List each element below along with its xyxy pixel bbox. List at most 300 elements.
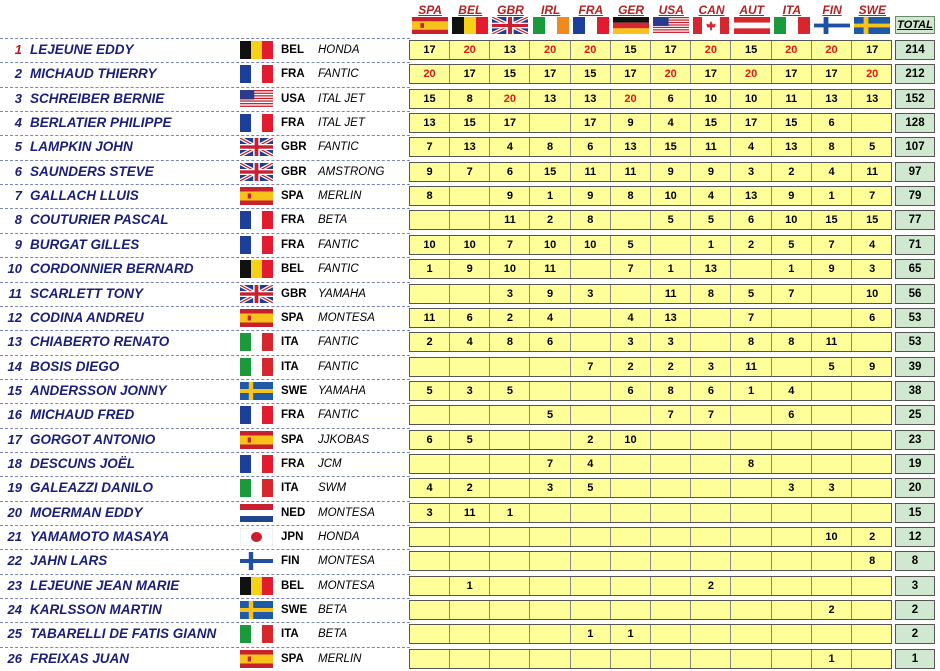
event-code-fin: FIN [822, 3, 842, 17]
score-cell-ger: 7 [611, 260, 651, 278]
rider-team: ITAL JET [318, 92, 365, 105]
score-cell-bel: 9 [450, 260, 490, 278]
score-cell-aut: 17 [732, 114, 772, 132]
row-divider [0, 184, 410, 185]
row-divider [0, 501, 410, 502]
score-cell-ger: 3 [611, 333, 651, 351]
total-cell: 2 [895, 624, 935, 644]
score-cell-swe [852, 625, 892, 643]
score-cell-aut: 4 [732, 138, 772, 156]
score-cell-fin [812, 406, 852, 424]
score-cell-irl [531, 577, 571, 595]
score-cell-spa: 9 [410, 163, 450, 181]
rider-country: ITA [281, 482, 299, 495]
score-cell-spa [410, 528, 450, 546]
score-cell-fra: 15 [571, 65, 611, 83]
score-cell-can [691, 479, 731, 497]
score-cell-bel [450, 601, 490, 619]
rider-rank: 19 [7, 480, 22, 496]
event-code-spa: SPA [418, 3, 442, 17]
score-cell-aut: 5 [732, 285, 772, 303]
rider-country: FRA [281, 117, 305, 130]
score-cell-aut: 11 [732, 358, 772, 376]
score-cell-gbr [490, 601, 530, 619]
score-cell-usa [651, 577, 691, 595]
score-cell-fra: 11 [571, 163, 611, 181]
score-cell-aut: 8 [732, 455, 772, 473]
score-cell-can: 5 [691, 211, 731, 229]
score-cell-usa: 2 [651, 358, 691, 376]
score-cells [409, 503, 892, 523]
score-cell-ita: 9 [772, 187, 812, 205]
score-cell-can: 4 [691, 187, 731, 205]
score-cell-bel [450, 552, 490, 570]
score-cell-bel: 20 [450, 41, 490, 59]
score-cell-spa: 1 [410, 260, 450, 278]
score-cell-usa [651, 528, 691, 546]
score-cell-irl: 17 [531, 65, 571, 83]
score-cell-irl: 6 [531, 333, 571, 351]
score-cell-fra: 5 [571, 479, 611, 497]
total-cell: 12 [895, 527, 935, 547]
score-cell-irl [531, 650, 571, 668]
rider-country: SWE [281, 604, 308, 617]
score-cell-fin: 20 [812, 41, 852, 59]
event-code-fra: FRA [578, 3, 604, 17]
score-cell-ita: 8 [772, 333, 812, 351]
score-cells [409, 137, 892, 157]
score-cell-aut: 1 [732, 382, 772, 400]
rider-country: FRA [281, 409, 305, 422]
score-cells [409, 381, 892, 401]
score-cell-ita: 10 [772, 211, 812, 229]
score-cell-spa [410, 650, 450, 668]
score-cell-gbr [490, 479, 530, 497]
score-cell-gbr [490, 455, 530, 473]
total-cell: 19 [895, 454, 935, 474]
row-divider [0, 452, 410, 453]
score-cell-usa [651, 431, 691, 449]
flag-ger-icon [613, 17, 649, 34]
rider-rank: 23 [7, 577, 22, 593]
rider-name: MOERMAN EDDY [30, 504, 143, 520]
row-divider [0, 135, 410, 136]
flag-ita-icon [240, 333, 273, 351]
score-cell-ita [772, 552, 812, 570]
total-cell: 39 [895, 357, 935, 377]
rider-rank: 16 [7, 407, 22, 423]
score-cell-swe: 13 [866, 92, 879, 105]
row-divider [0, 622, 410, 623]
rider-team: HONDA [318, 44, 360, 56]
rider-team: FANTIC [318, 263, 359, 276]
row-divider [0, 525, 410, 526]
score-cell-can [691, 455, 731, 473]
score-cells [409, 551, 892, 571]
rider-name: FREIXAS JUAN [30, 650, 130, 666]
event-code-can: CAN [698, 3, 725, 17]
flag-fra-icon [240, 406, 273, 424]
score-cell-usa: 8 [651, 382, 691, 400]
score-cell-gbr [490, 625, 530, 643]
score-cell-spa [410, 406, 450, 424]
rider-country: SWE [281, 384, 308, 397]
table-row [0, 501, 940, 525]
score-cell-can [691, 552, 731, 570]
table-row [0, 282, 940, 306]
score-cell-swe [852, 333, 892, 351]
event-code-ita: ITA [782, 3, 802, 17]
table-row [0, 525, 940, 549]
score-cells [409, 430, 892, 450]
score-cell-can: 17 [691, 65, 731, 83]
score-cell-ita [772, 650, 812, 668]
score-cell-irl: 5 [531, 406, 571, 424]
score-cell-fra [571, 406, 611, 424]
score-cell-irl [531, 625, 571, 643]
score-cell-can: 6 [691, 382, 731, 400]
score-cell-fin: 5 [812, 358, 852, 376]
score-cell-usa [651, 552, 691, 570]
flag-fin-icon [240, 552, 273, 570]
table-row [0, 379, 940, 403]
rider-country: ITA [281, 628, 299, 641]
score-cell-fin [812, 309, 852, 327]
rider-country: GBR [281, 141, 307, 154]
rider-team: MONTESA [318, 506, 375, 519]
score-cell-irl [531, 114, 571, 132]
score-cell-can: 8 [691, 285, 731, 303]
score-cell-can: 3 [691, 358, 731, 376]
score-cell-usa: 13 [651, 309, 691, 327]
row-divider [0, 403, 410, 404]
score-cell-bel [450, 358, 490, 376]
score-cell-spa: 3 [410, 504, 450, 522]
score-cell-irl: 13 [531, 90, 571, 108]
score-cell-usa: 9 [651, 163, 691, 181]
score-cell-ita: 1 [772, 260, 812, 278]
score-cell-irl: 9 [531, 285, 571, 303]
rider-name: SCHREIBER BERNIE [30, 90, 165, 106]
score-cell-spa [410, 285, 450, 303]
score-cell-bel: 8 [450, 90, 490, 108]
score-cell-gbr: 10 [490, 260, 530, 278]
score-cells [409, 332, 892, 352]
flag-ned-icon [240, 504, 273, 522]
event-code-irl: IRL [541, 3, 561, 17]
total-header: TOTAL [895, 16, 935, 34]
table-row [0, 598, 940, 622]
score-cell-fra [571, 260, 611, 278]
score-cell-aut [732, 577, 772, 595]
score-cells [409, 624, 892, 644]
score-cell-bel: 3 [450, 382, 490, 400]
flag-gbr-icon [240, 163, 273, 181]
rider-rank: 8 [14, 212, 22, 228]
row-divider [0, 598, 410, 599]
score-cells [409, 308, 892, 328]
score-cell-irl: 15 [531, 163, 571, 181]
flag-aut-icon [734, 17, 770, 34]
rider-name: ANDERSSON JONNY [30, 382, 167, 398]
rider-team: MONTESA [318, 579, 375, 592]
score-cell-aut [732, 260, 772, 278]
score-cell-usa: 6 [651, 90, 691, 108]
score-cell-gbr: 4 [490, 138, 530, 156]
score-cell-fin [812, 285, 852, 303]
score-cell-swe [852, 577, 892, 595]
score-cell-irl: 3 [531, 479, 571, 497]
rider-country: JPN [281, 531, 304, 543]
score-cell-fra: 1 [571, 625, 611, 643]
row-divider [0, 476, 410, 477]
score-cell-ger [611, 577, 651, 595]
total-cell: 212 [895, 64, 935, 84]
score-cell-can: 10 [691, 90, 731, 108]
rider-team: ITAL JET [318, 117, 365, 130]
score-cells [409, 259, 892, 279]
rider-rank: 1 [14, 42, 22, 57]
total-cell: 23 [895, 430, 935, 450]
rider-team: YAMAHA [318, 287, 366, 300]
score-cell-aut: 7 [732, 309, 772, 327]
rider-team: FANTIC [318, 238, 359, 251]
rider-name: BERLATIER PHILIPPE [30, 115, 172, 131]
score-cell-fra: 10 [571, 236, 611, 254]
score-cell-usa: 15 [651, 138, 691, 156]
rider-name: COUTURIER PASCAL [30, 212, 169, 228]
score-cell-bel: 4 [450, 333, 490, 351]
score-cell-spa [410, 601, 450, 619]
table-row [0, 622, 940, 646]
score-cells [409, 89, 892, 109]
rider-rank: 20 [7, 504, 22, 520]
score-cell-ger: 5 [611, 236, 651, 254]
score-cell-ger: 2 [611, 358, 651, 376]
score-cell-bel [450, 285, 490, 303]
rider-name: GALLACH LLUIS [30, 188, 139, 204]
flag-jpn-icon [240, 528, 273, 546]
score-cell-ita [772, 358, 812, 376]
score-cell-gbr [490, 650, 530, 668]
rider-name: GORGOT ANTONIO [30, 431, 156, 447]
score-cells [409, 478, 892, 498]
rider-rank: 3 [14, 90, 22, 106]
flag-swe-icon [854, 17, 890, 34]
score-cell-aut [732, 650, 772, 668]
score-cell-fra [571, 504, 611, 522]
rider-name: DESCUNS JOËL [30, 455, 136, 471]
score-cells [409, 357, 892, 377]
rider-name: CODINA ANDREU [30, 309, 144, 325]
score-cell-swe: 2 [869, 531, 876, 543]
row-divider [0, 379, 410, 380]
rider-team: BETA [318, 214, 348, 227]
score-cell-fin: 17 [812, 65, 852, 83]
score-cell-aut [732, 601, 772, 619]
table-row [0, 135, 940, 159]
score-cell-irl [531, 552, 571, 570]
score-cell-ger: 17 [611, 65, 651, 83]
score-cell-fra [571, 528, 611, 546]
rider-name: JAHN LARS [30, 553, 108, 569]
score-cell-bel: 11 [450, 504, 490, 522]
score-cell-bel [450, 650, 490, 668]
score-cell-bel: 5 [450, 431, 490, 449]
total-cell: 77 [895, 210, 935, 230]
score-cell-ger [611, 406, 651, 424]
score-cell-fin: 8 [812, 138, 852, 156]
score-cell-usa [651, 236, 691, 254]
rider-country: FRA [281, 214, 305, 227]
row-divider [0, 62, 410, 63]
rider-rank: 13 [7, 334, 22, 350]
score-cell-ger: 20 [611, 90, 651, 108]
score-cell-irl [531, 504, 571, 522]
flag-bel-icon [240, 577, 273, 595]
score-cells [409, 64, 892, 84]
score-cell-spa [410, 577, 450, 595]
total-cell: 79 [895, 186, 935, 206]
score-cell-fra: 20 [571, 41, 611, 59]
score-cells [409, 235, 892, 255]
flag-bel-icon [240, 260, 273, 278]
rider-country: ITA [281, 336, 299, 349]
table-row [0, 38, 940, 62]
row-divider [0, 355, 410, 356]
score-cell-aut [732, 406, 772, 424]
score-cell-swe: 3 [869, 263, 876, 276]
score-cell-fin [812, 504, 852, 522]
score-cell-swe [852, 382, 892, 400]
rider-country: GBR [281, 287, 307, 300]
rider-country: FRA [281, 68, 305, 81]
score-cell-gbr: 7 [490, 236, 530, 254]
rider-country: FIN [281, 555, 300, 568]
rider-country: NED [281, 506, 306, 519]
score-cell-usa: 1 [651, 260, 691, 278]
event-code-gbr: GBR [497, 3, 524, 17]
score-cell-ger [611, 601, 651, 619]
score-cell-ita [772, 601, 812, 619]
score-cell-aut: 3 [732, 163, 772, 181]
score-cell-swe: 6 [869, 311, 876, 324]
score-cell-ita [772, 625, 812, 643]
score-cell-fin [812, 431, 852, 449]
score-cell-bel [450, 625, 490, 643]
flag-gbr-icon [240, 138, 273, 156]
score-cell-spa: 2 [410, 333, 450, 351]
rider-team: FANTIC [318, 360, 359, 373]
score-cell-can [691, 504, 731, 522]
score-cell-bel [450, 455, 490, 473]
score-cell-ger [611, 504, 651, 522]
score-cell-spa [410, 625, 450, 643]
score-cell-swe: 4 [869, 238, 876, 251]
score-cell-ita: 5 [772, 236, 812, 254]
rider-rank: 4 [14, 115, 22, 131]
score-cell-usa [651, 625, 691, 643]
row-divider [0, 38, 410, 39]
score-cell-can [691, 309, 731, 327]
flag-gbr-icon [240, 285, 273, 303]
score-cell-spa: 7 [410, 138, 450, 156]
score-cell-aut: 2 [732, 236, 772, 254]
flag-fra-icon [573, 17, 609, 34]
rider-country: GBR [281, 165, 307, 178]
total-cell: 2 [895, 600, 935, 620]
row-divider [0, 549, 410, 550]
row-divider [0, 647, 410, 648]
rider-team: AMSTRONG [318, 165, 385, 178]
flag-spa-icon [240, 431, 273, 449]
score-cell-fra: 7 [571, 358, 611, 376]
score-cell-irl [531, 382, 571, 400]
rider-rank: 12 [7, 309, 22, 325]
score-cell-gbr: 8 [490, 333, 530, 351]
flag-fra-icon [240, 455, 273, 473]
score-cell-aut [732, 625, 772, 643]
rider-rank: 24 [7, 602, 22, 618]
table-row [0, 355, 940, 379]
score-cell-ger [611, 479, 651, 497]
score-cell-swe: 7 [869, 190, 876, 203]
total-cell: 56 [895, 284, 935, 304]
rider-rank: 21 [7, 529, 22, 544]
rider-team: SWM [318, 482, 347, 495]
score-cell-usa: 3 [651, 333, 691, 351]
flag-fra-icon [240, 114, 273, 132]
score-cell-fra [571, 382, 611, 400]
score-cell-ita: 3 [772, 479, 812, 497]
flag-bel-icon [452, 17, 488, 34]
score-cell-irl: 7 [531, 455, 571, 473]
flag-spa-icon [240, 187, 273, 205]
score-cell-fin: 11 [812, 333, 852, 351]
score-cell-fra [571, 601, 611, 619]
score-cell-gbr: 20 [490, 90, 530, 108]
score-cell-fra [571, 650, 611, 668]
rider-name: SCARLETT TONY [30, 285, 144, 301]
score-cells [409, 649, 892, 669]
score-cell-bel: 17 [450, 65, 490, 83]
score-cells [409, 162, 892, 182]
score-cell-bel: 15 [450, 114, 490, 132]
score-cell-bel: 7 [450, 163, 490, 181]
score-cell-spa: 11 [410, 309, 450, 327]
score-cell-ita: 2 [772, 163, 812, 181]
rider-country: SPA [281, 311, 304, 324]
score-cell-ita [772, 504, 812, 522]
flag-ita-icon [774, 17, 810, 34]
rider-rank: 26 [7, 650, 22, 666]
total-cell: 53 [895, 308, 935, 328]
score-cell-ita: 6 [772, 406, 812, 424]
flag-ita-icon [240, 625, 273, 643]
score-cell-ita: 7 [772, 285, 812, 303]
score-cell-fra: 6 [571, 138, 611, 156]
score-cell-swe: 11 [866, 165, 878, 178]
score-cell-gbr [490, 431, 530, 449]
score-cell-can [691, 431, 731, 449]
score-cell-bel [450, 187, 490, 205]
score-cell-gbr: 9 [490, 187, 530, 205]
score-cell-fra [571, 552, 611, 570]
score-cell-ger [611, 285, 651, 303]
score-cell-spa: 5 [410, 382, 450, 400]
score-cell-can [691, 601, 731, 619]
flag-swe-icon [240, 601, 273, 619]
